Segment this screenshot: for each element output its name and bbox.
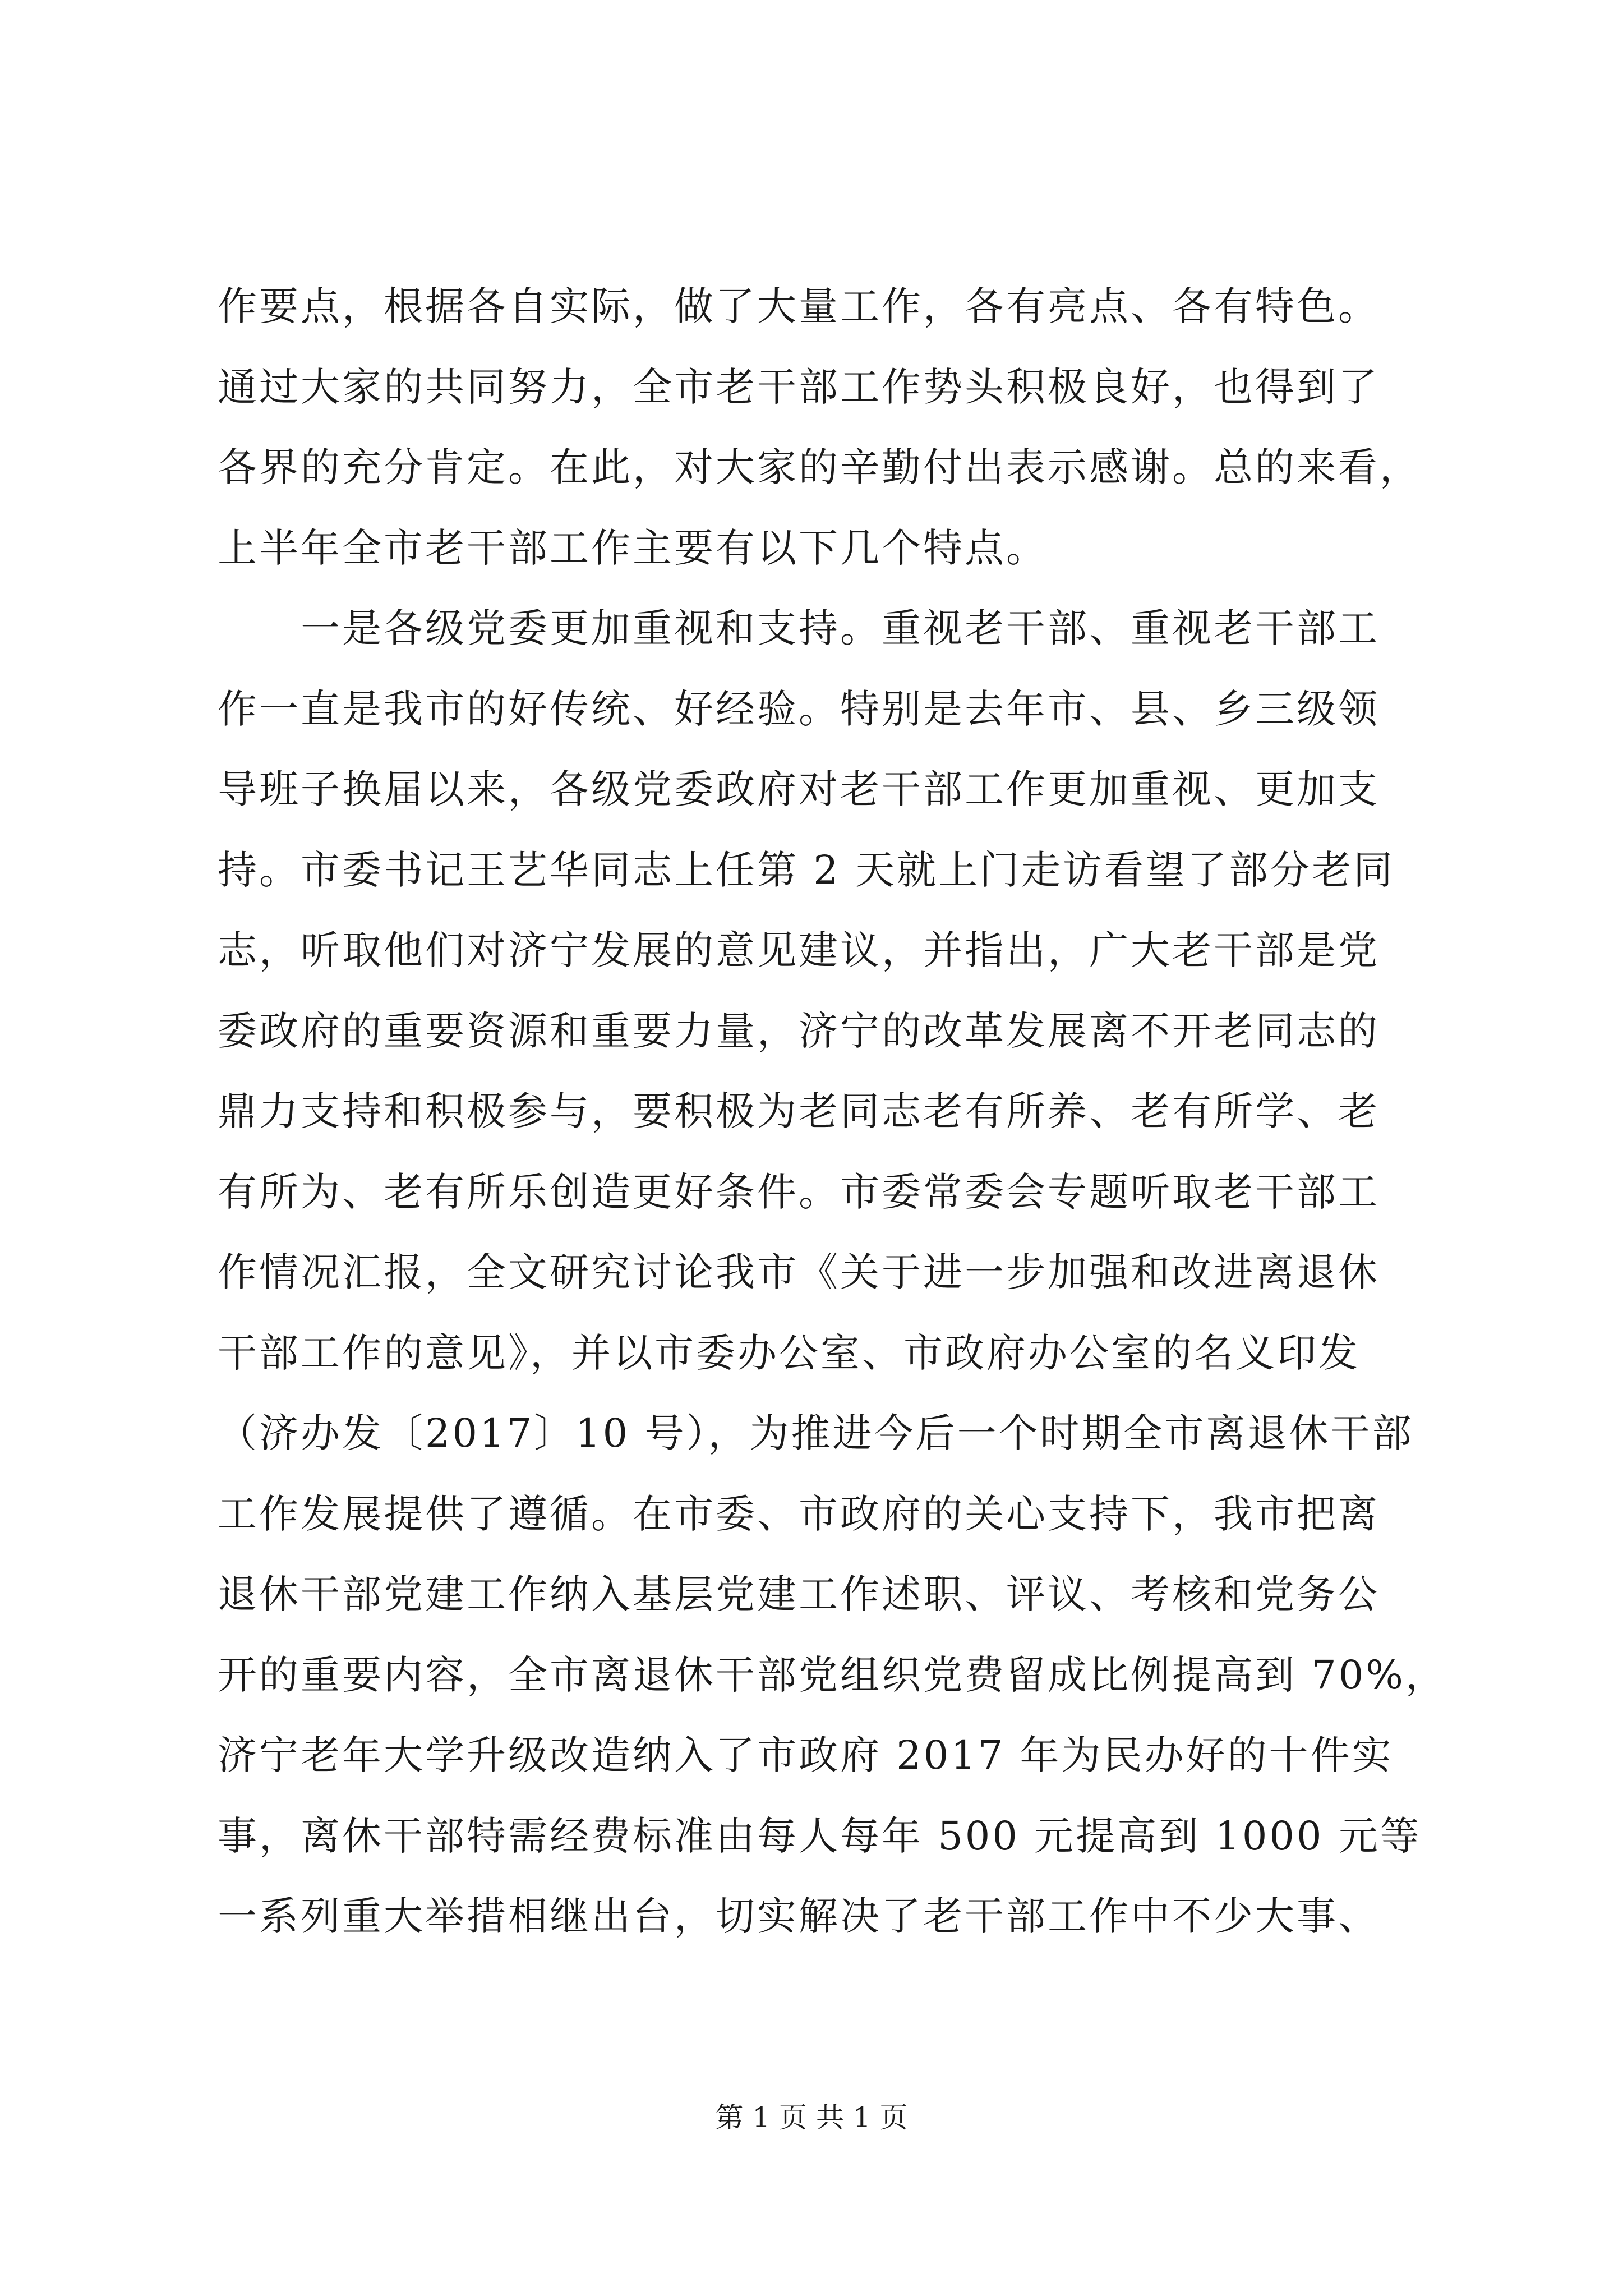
text-line: 持。市委书记王艺华同志上任第 2 天就上门走访看望了部分老同 [218,846,1395,893]
text-line: 上半年全市老干部工作主要有以下几个特点。 [218,524,1048,571]
text-line: 事，离休干部特需经费标准由每人每年 500 元提高到 1000 元等 [218,1812,1422,1859]
text-line: 志，听取他们对济宁发展的意见建议，并指出，广大老干部是党 [218,927,1380,973]
text-line: 开的重要内容，全市离退休干部党组织党费留成比例提高到 70%， [218,1651,1447,1698]
text-line: 鼎力支持和积极参与，要积极为老同志老有所养、老有所学、老 [218,1088,1380,1134]
text-line: （济办发〔2017〕10 号），为推进今后一个时期全市离退休干部 [218,1410,1414,1456]
text-line: 作情况汇报，全文研究讨论我市《关于进一步加强和改进离退休 [218,1249,1380,1295]
body-text [218,266,1447,1957]
text-line: 作一直是我市的好传统、好经验。特别是去年市、县、乡三级领 [218,685,1380,732]
text-line: 委政府的重要资源和重要力量，济宁的改革发展离不开老同志的 [218,1007,1380,1054]
text-line: 退休干部党建工作纳入基层党建工作述职、评议、考核和党务公 [218,1571,1380,1617]
text-line: 一是各级党委更加重视和支持。重视老干部、重视老干部工 [218,605,1380,651]
text-line: 工作发展提供了遵循。在市委、市政府的关心支持下，我市把离 [218,1490,1380,1537]
text-line: 作要点，根据各自实际，做了大量工作，各有亮点、各有特色。 [218,283,1380,329]
text-line: 有所为、老有所乐创造更好条件。市委常委会专题听取老干部工 [218,1168,1380,1215]
text-line: 济宁老年大学升级改造纳入了市政府 2017 年为民办好的十件实 [218,1732,1394,1778]
text-line: 导班子换届以来，各级党委政府对老干部工作更加重视、更加支 [218,766,1380,812]
page-number-footer: 第 1 页 共 1 页 [715,2101,908,2134]
text-line: 干部工作的意见》，并以市委办公室、市政府办公室的名义印发 [218,1329,1360,1376]
text-line: 各界的充分肯定。在此，对大家的辛勤付出表示感谢。总的来看， [218,444,1421,490]
text-line: 通过大家的共同努力，全市老干部工作势头积极良好，也得到了 [218,364,1380,410]
text-line: 一系列重大举措相继出台，切实解决了老干部工作中不少大事、 [218,1893,1380,1939]
